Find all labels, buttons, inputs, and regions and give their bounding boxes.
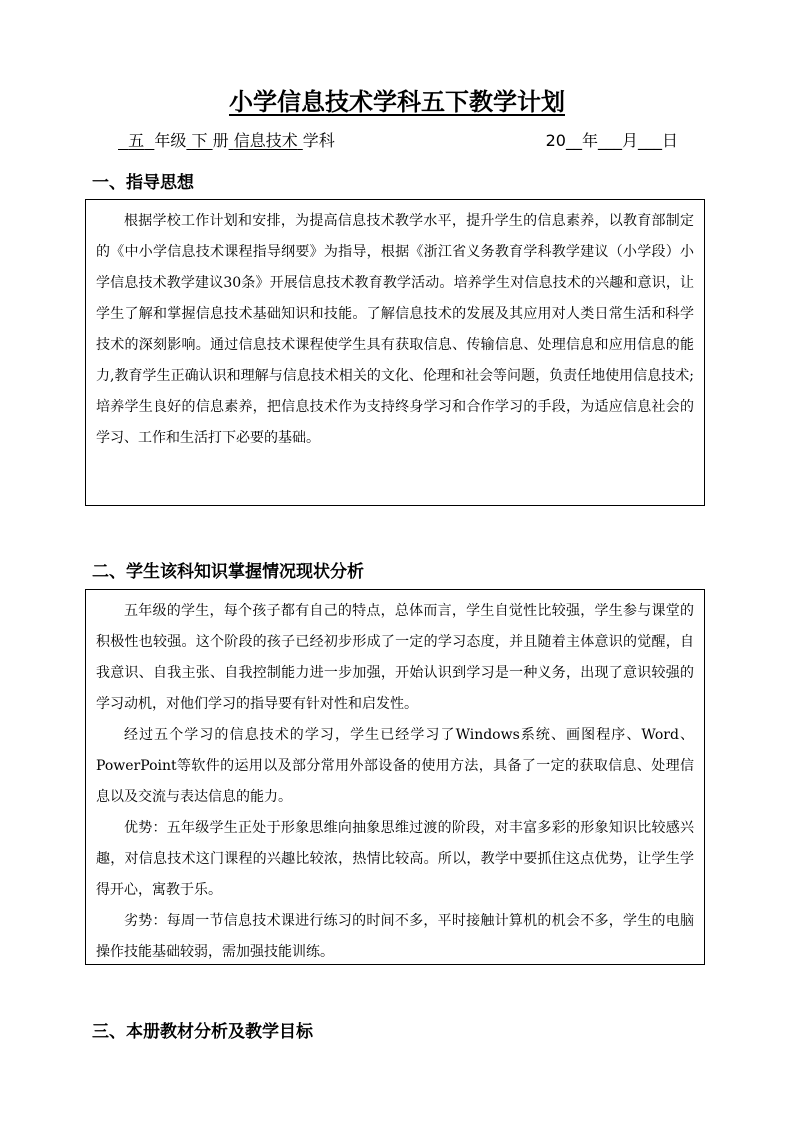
page-title: 小学信息技术学科五下教学计划 (229, 88, 565, 116)
subject-label: 学科 (302, 131, 335, 150)
paragraph: 五年级的学生，每个孩子都有自己的特点，总体而言，学生自觉性比较强，学生参与课堂的积极性也较强。这个阶段的孩子已经初步形成了一定的学习态度，并且随着主体意识的觉醒，自我意识、自我主张、自我控制能力进一步加强，开始认识到学习是一种义务，出现了意识较强的学习动机，对他们学习的指导要有针对性和启发性。 (96, 603, 694, 712)
section-heading-2: 二、学生该科知识掌握情况现状分析 (92, 562, 364, 582)
grade-subject-info (118, 128, 335, 151)
section-heading-3: 三、本册教材分析及教学目标 (92, 1022, 313, 1042)
paragraph: 根据学校工作计划和安排，为提高信息技术教学水平，提升学生的信息素养，以教育部制定的《中小学信息技术课程指导纲要》为指导，根据《浙江省义务教育学科教学建议（小学段）小学信息技术教学建议30条》开展信息技术教育教学活动。培养学生对信息技术的兴趣和意识，让学生了解和掌握信息技术基础知识和技能。了解信息技术的发展及其应用对人类日常生活和科学技术的深刻影响。通过信息技术课程使学生具有获取信息、传输信息、处理信息和应用信息的能力,教育学生正确认识和理解与信息技术相关的文化、伦理和社会等问题，负责任地使用信息技术;培养学生良好的信息素养，把信息技术作为支持终身学习和合作学习的手段，为适应信息社会的学习、工作和生活打下必要的基础。 (96, 213, 694, 446)
volume-value: 下 (191, 131, 208, 150)
section-box-2 (85, 589, 705, 965)
paragraph: 劣势：每周一节信息技术课进行练习的时间不多，平时接触计算机的机会不多，学生的电脑操作技能基础较弱，需加强技能训练。 (96, 913, 694, 960)
grade-label: 年级 (154, 131, 187, 150)
grade-value: 五 (128, 131, 145, 150)
subject-value: 信息技术 (233, 131, 298, 150)
section-heading-1: 一、指导思想 (92, 173, 194, 193)
header-info-line (118, 128, 678, 151)
volume-label: 册 (212, 131, 229, 150)
paragraph: 优势：五年级学生正处于形象思维向抽象思维过渡的阶段，对丰富多彩的形象知识比较感兴趣，对信息技术这门课程的兴趣比较浓，热情比较高。所以，教学中要抓住这点优势，让学生学得开心，寓教于乐。 (96, 820, 694, 898)
date-field: 20__年___月___日 (545, 131, 678, 150)
section-box-1 (85, 199, 705, 506)
paragraph: 经过五个学习的信息技术的学习，学生已经学习了Windows系统、画图程序、Word、PowerPoint等软件的运用以及部分常用外部设备的使用方法，具备了一定的获取信息、处理信息以及交流与表达信息的能力。 (96, 727, 694, 805)
